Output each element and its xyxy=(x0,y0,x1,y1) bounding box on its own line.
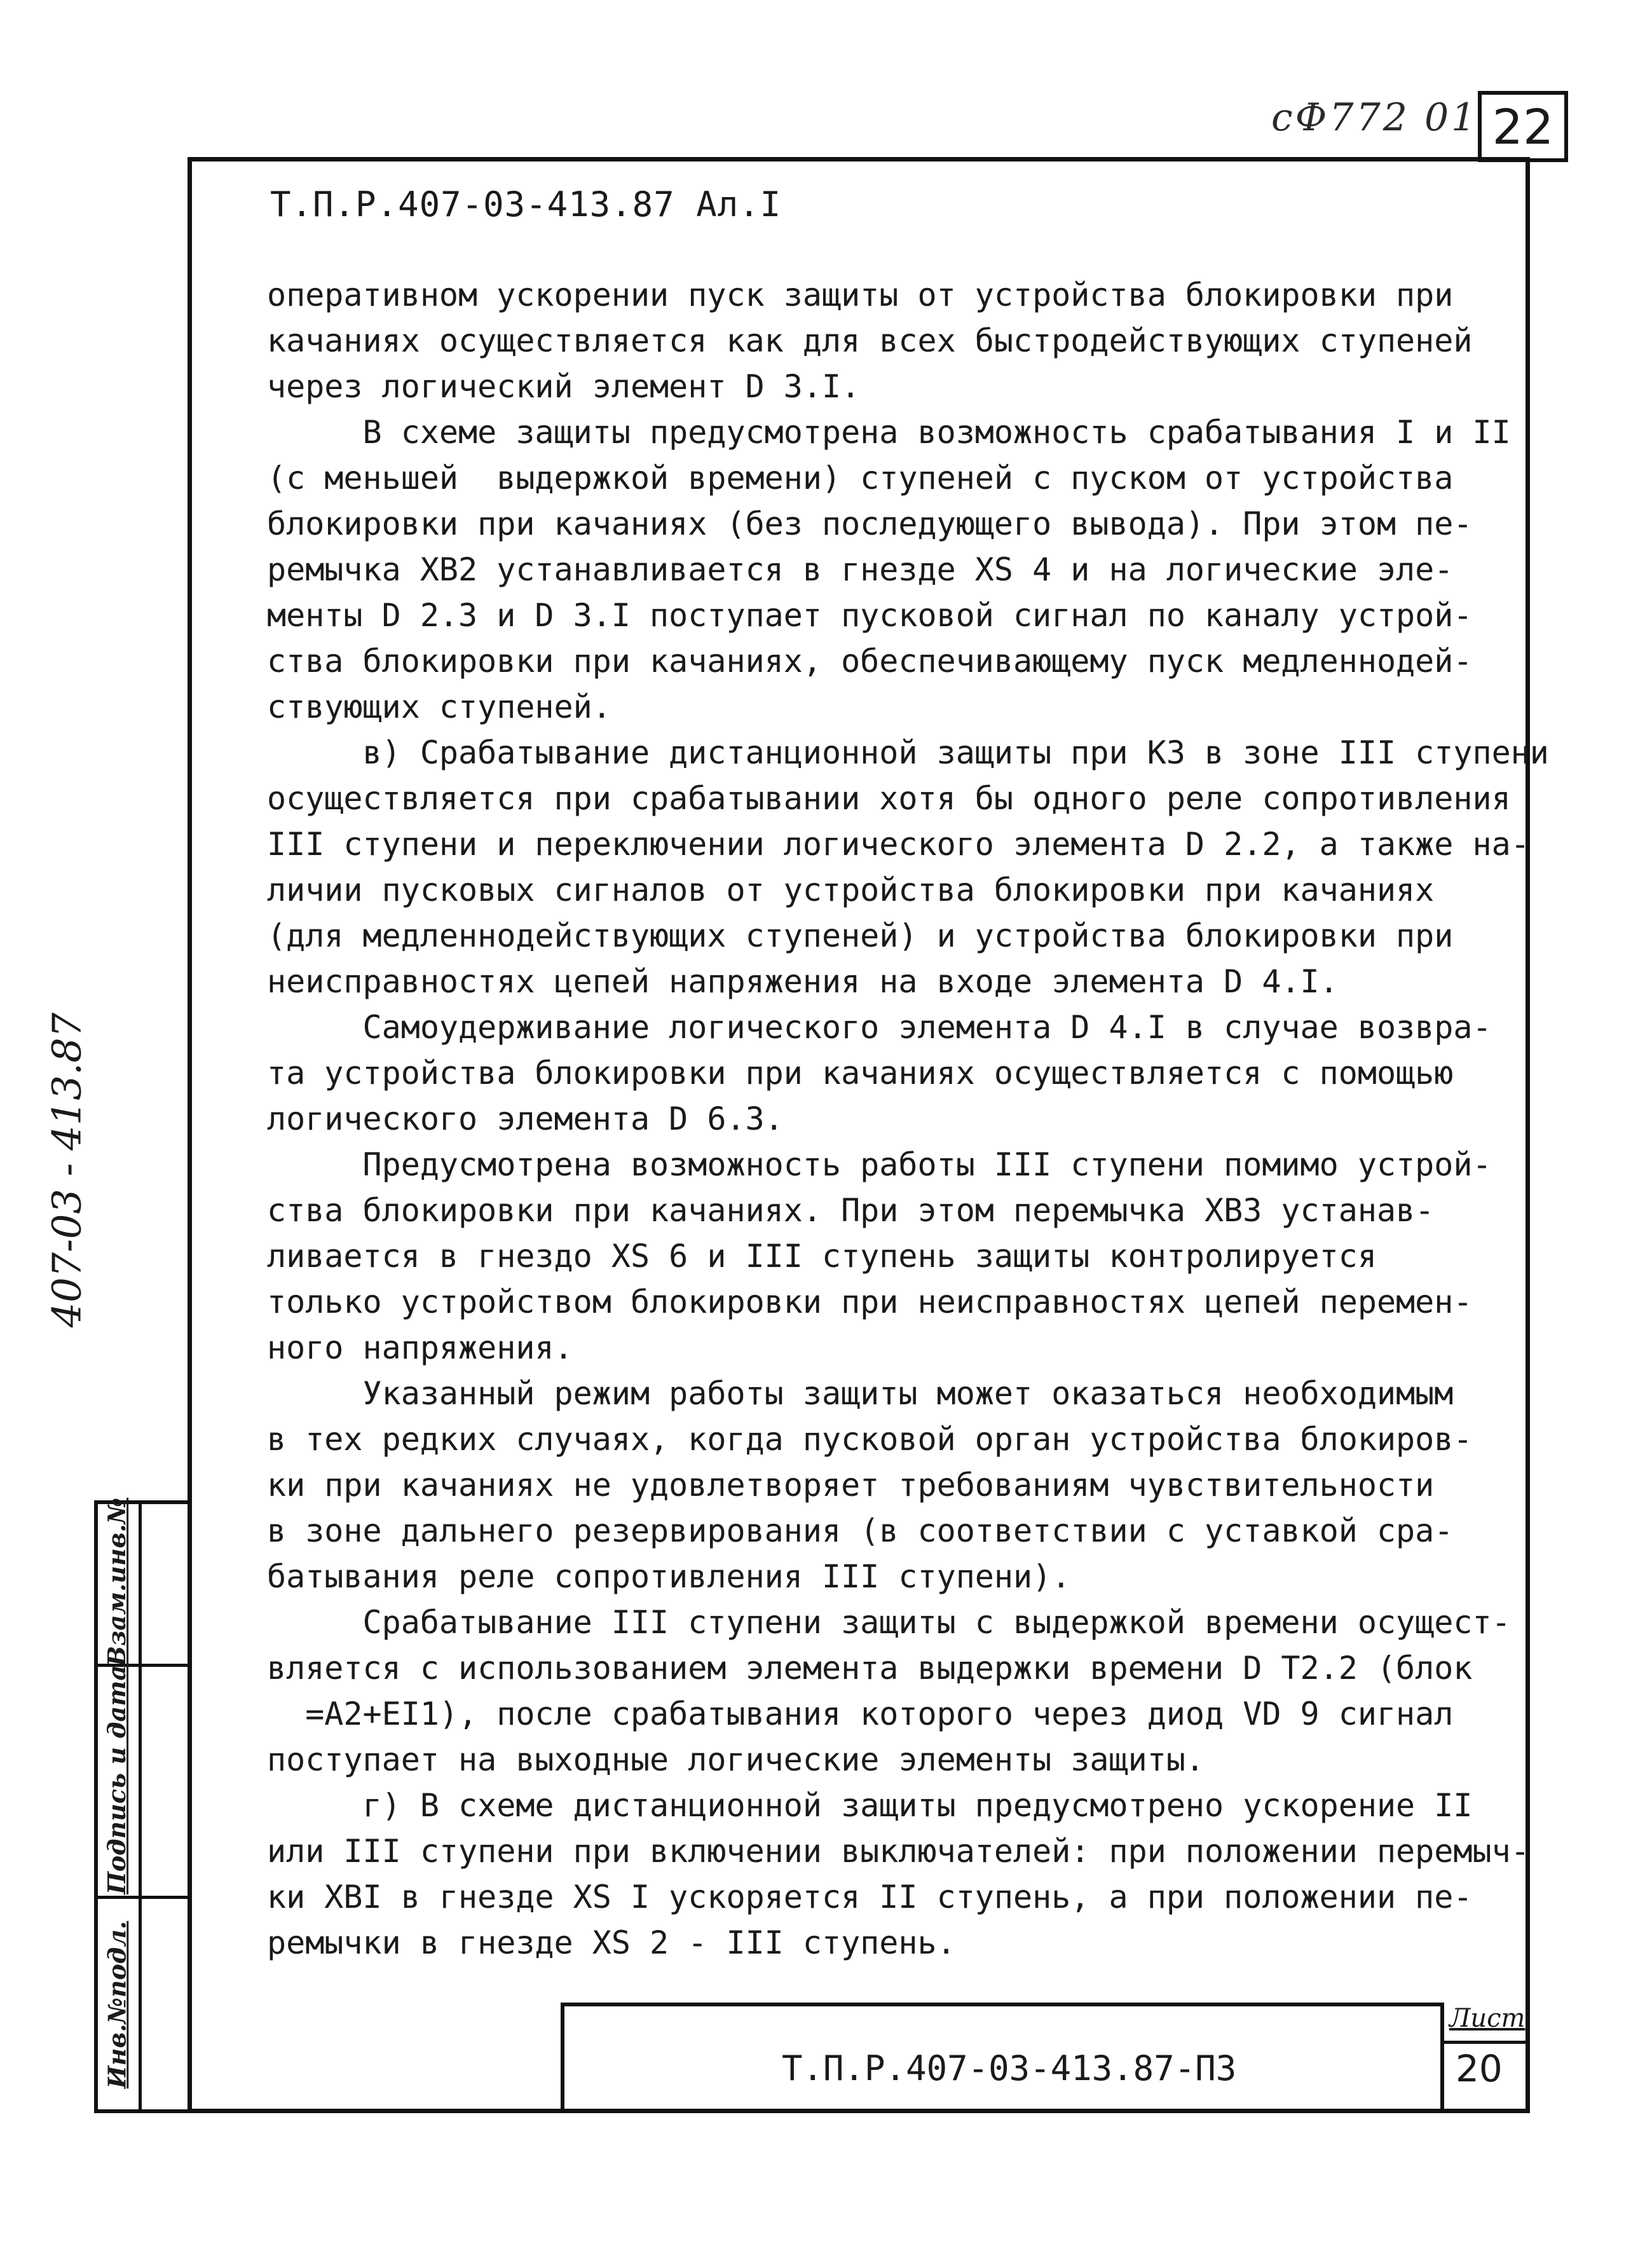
body-line: качаниях осуществляется как для всех быстродействующих ступеней xyxy=(267,322,1473,359)
body-line: г) В схеме дистанционной защиты предусмотрено ускорение II xyxy=(267,1787,1473,1824)
body-line: ства блокировки при качаниях. При этом перемычка ХВ3 устанав- xyxy=(267,1192,1435,1229)
body-line: ремычки в гнезде XS 2 - III ступень. xyxy=(267,1924,956,1961)
body-line: батывания реле сопротивления III ступени). xyxy=(267,1558,1071,1595)
body-line: Срабатывание III ступени защиты с выдержкой времени осущест- xyxy=(267,1604,1511,1641)
body-line: В схеме защиты предусмотрена возможность срабатывания I и II xyxy=(267,414,1511,451)
body-line: ки при качаниях не удовлетворяет требованиям чувствительности xyxy=(267,1467,1435,1503)
document-body xyxy=(267,272,1549,1966)
body-line: блокировки при качаниях (без последующего вывода). При этом пе- xyxy=(267,505,1473,542)
body-line: неисправностях цепей напряжения на входе элемента D 4.I. xyxy=(267,963,1339,1000)
page-number: 22 xyxy=(1492,98,1554,155)
body-line: Предусмотрена возможность работы III ступени помимо устрой- xyxy=(267,1146,1492,1183)
body-line: через логический элемент D 3.I. xyxy=(267,368,861,405)
sheet-number: 20 xyxy=(1456,2047,1503,2090)
side-stamp-column-divider xyxy=(139,1500,142,2113)
title-block-code: Т.П.Р.407-03-413.87-ПЗ xyxy=(782,2048,1237,2088)
body-line: Самоудерживание логического элемента D 4.I в случае возвра- xyxy=(267,1009,1492,1046)
body-line: ства блокировки при качаниях, обеспечивающему пуск медленнодей- xyxy=(267,643,1473,680)
archive-code: сФ772 01 xyxy=(1271,95,1478,140)
body-line: в тех редких случаях, когда пусковой орган устройства блокиров- xyxy=(267,1421,1473,1458)
body-line: в) Срабатывание дистанционной защиты при КЗ в зоне III ступени xyxy=(267,734,1549,771)
body-line: или III ступени при включении выключателей: при положении перемыч- xyxy=(267,1833,1530,1870)
body-line: Указанный режим работы защиты может оказаться необходимым xyxy=(267,1375,1454,1412)
body-line: ливается в гнездо XS 6 и III ступень защиты контролируется xyxy=(267,1238,1377,1275)
body-line: вляется с использованием элемента выдержки времени D T2.2 (блок xyxy=(267,1650,1473,1687)
body-line: в зоне дальнего резервирования (в соответствии с уставкой сра- xyxy=(267,1512,1454,1549)
body-line: ки ХВI в гнезде XS I ускоряется II ступень, а при положении пе- xyxy=(267,1879,1473,1915)
body-line: ного напряжения. xyxy=(267,1329,573,1366)
document-header: Т.П.Р.407-03-413.87 Ал.I xyxy=(270,184,782,224)
side-document-code: 407-03 - 413.87 xyxy=(43,1012,90,1327)
body-line: оперативном ускорении пуск защиты от устройства блокировки при xyxy=(267,277,1454,313)
body-line: ствующих ступеней. xyxy=(267,688,611,725)
body-line: (для медленнодействующих ступеней) и устройства блокировки при xyxy=(267,917,1454,954)
sheet-divider xyxy=(1444,2041,1526,2044)
body-line: (с меньшей выдержкой времени) ступеней с пуском от устройства xyxy=(267,460,1454,497)
body-line: та устройства блокировки при качаниях осуществляется с помощью xyxy=(267,1055,1454,1092)
side-label-signature: Подпись и дата xyxy=(102,1664,132,1895)
body-line: поступает на выходные логические элементы защиты. xyxy=(267,1741,1205,1778)
body-line: личии пусковых сигналов от устройства блокировки при качаниях xyxy=(267,872,1435,908)
body-line: III ступени и переключении логического элемента D 2.2, а также на- xyxy=(267,826,1530,863)
body-line: менты D 2.3 и D 3.I поступает пусковой сигнал по каналу устрой- xyxy=(267,597,1473,634)
side-label-replace: Взам.инв.№ xyxy=(102,1497,132,1667)
page-number-box xyxy=(1478,91,1568,162)
body-line: осуществляется при срабатывании хотя бы одного реле сопротивления xyxy=(267,780,1511,817)
side-label-inventory: Инв.№подл. xyxy=(102,1921,132,2088)
body-line: логического элемента D 6.3. xyxy=(267,1100,784,1137)
body-line: только устройством блокировки при неисправностях цепей перемен- xyxy=(267,1284,1473,1320)
body-line: ремычка ХВ2 устанавливается в гнезде XS 4 и на логические эле- xyxy=(267,551,1454,588)
sheet-label: Лист xyxy=(1449,2004,1526,2033)
body-line: =А2+ЕI1), после срабатывания которого через диод VD 9 сигнал xyxy=(267,1695,1454,1732)
